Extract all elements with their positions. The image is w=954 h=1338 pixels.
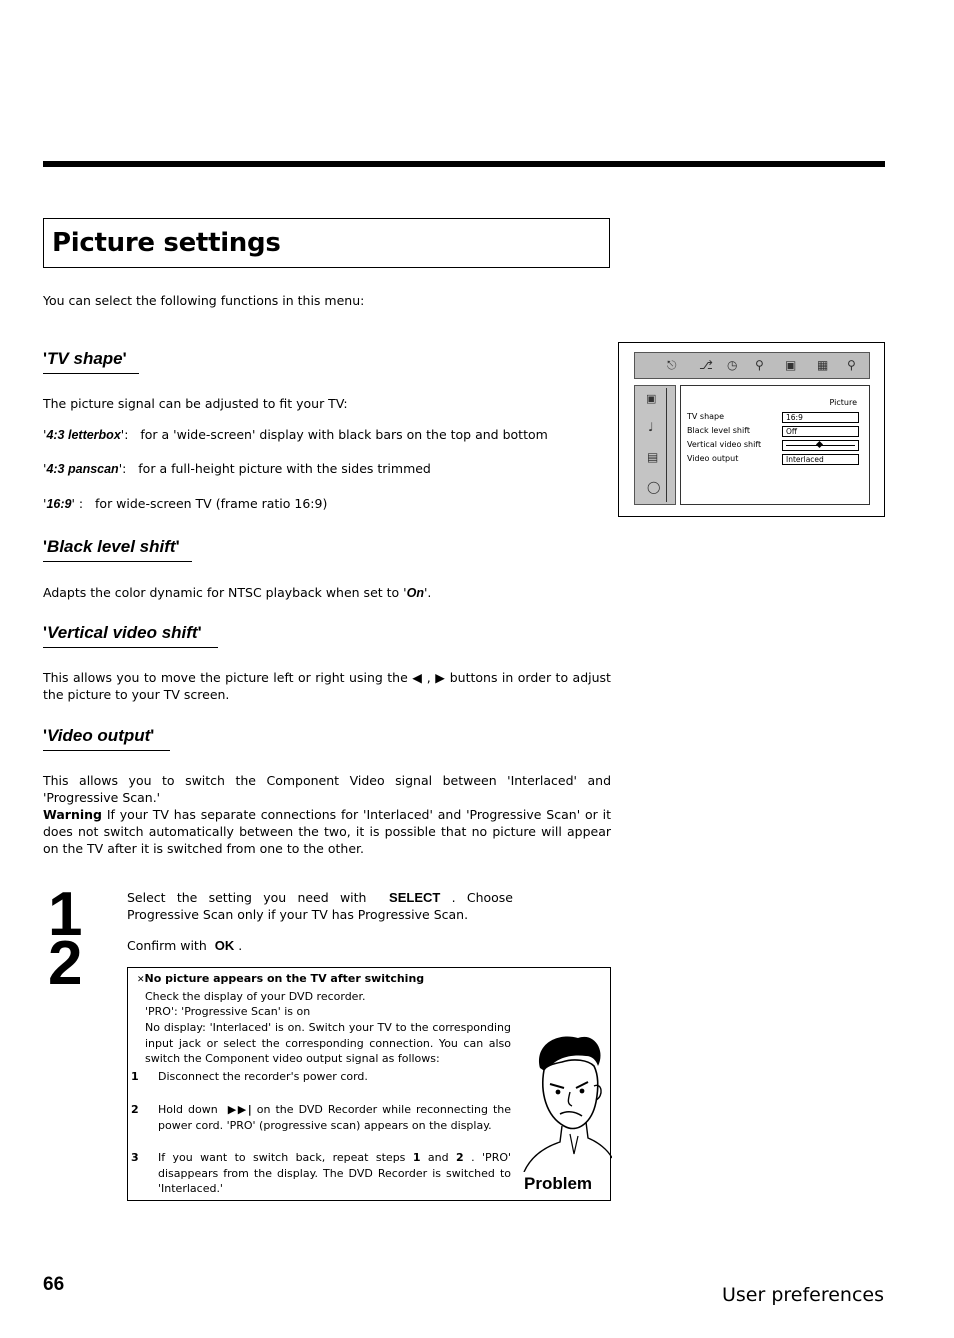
problem-item-3 xyxy=(158,1150,511,1197)
menu-top-bar xyxy=(634,352,870,379)
menu-row-label: Vertical video shift xyxy=(687,440,762,449)
tv-shape-option-169: '16:9' : for wide-screen TV (frame ratio 16:9) xyxy=(43,496,328,511)
shift-slider xyxy=(782,440,859,451)
warning-desc: If your TV has separate connections for 'Interlaced' and 'Progressive Scan' or it does not switch automatically between the two, it is possible that no picture will appear on the TV after it is switched from one to the other. xyxy=(43,807,611,856)
option-name: 16:9 xyxy=(46,497,72,511)
step-1-text xyxy=(127,889,513,923)
disc-icon: ◯ xyxy=(647,480,661,494)
black-level-heading-text: Black level shift xyxy=(47,537,176,556)
warning-text xyxy=(43,806,611,857)
desc-text: This allows you to move the picture left or right using the xyxy=(43,670,408,685)
menu-screenshot xyxy=(618,342,885,517)
menu-row-value: Interlaced xyxy=(782,454,859,465)
page-title: Picture settings xyxy=(52,228,281,258)
video-output-desc: This allows you to switch the Component Video signal between 'Interlaced' and 'Progressive Scan.' xyxy=(43,773,611,805)
item-text-2: on the DVD Recorder while reconnecting the power cord. 'PRO' (progressive scan) appears on the display. xyxy=(158,1103,512,1132)
option-desc: for a full-height picture with the sides trimmed xyxy=(138,461,431,476)
black-level-desc xyxy=(43,584,431,602)
scroll-line xyxy=(666,388,667,502)
problem-item-3-num: 3 xyxy=(131,1151,139,1164)
problem-line-3: No display: 'Interlaced' is on. Switch your TV to the corresponding input jack or select the corresponding connection. You can also switch the Component video output signal as follows: xyxy=(145,1021,511,1065)
step-ref-1: 1 xyxy=(412,1151,421,1164)
section-name: User preferences xyxy=(721,1284,884,1306)
title-box xyxy=(43,218,610,268)
tv-shape-option-panscan: '4:3 panscan': for a full-height picture with the sides trimmed xyxy=(43,461,431,476)
vertical-shift-underline xyxy=(43,647,218,648)
step-2-text xyxy=(127,937,242,954)
ok-button-label: OK xyxy=(214,938,235,953)
tools-icon: ⎇ xyxy=(699,358,713,372)
problem-title-text: No picture appears on the TV after switching xyxy=(144,972,425,985)
step-number-1: 1 xyxy=(48,880,83,949)
menu-row-label: Black level shift xyxy=(687,426,751,435)
video-output-heading: 'Video output' xyxy=(43,726,155,745)
problem-title xyxy=(137,971,424,989)
picture-icon: ▣ xyxy=(646,392,657,405)
menu-panel xyxy=(680,385,870,505)
step-ref-2: 2 xyxy=(456,1151,464,1164)
tv-shape-heading: 'TV shape' xyxy=(43,349,127,368)
desc-text: Adapts the color dynamic for NTSC playback when set to ' xyxy=(43,585,407,600)
problem-item-2-num: 2 xyxy=(131,1103,139,1116)
search-icon: ⚲ xyxy=(847,358,856,372)
clock-icon: ◷ xyxy=(727,358,738,372)
item-text: Hold down xyxy=(158,1103,218,1116)
menu-row-label: Video output xyxy=(687,454,739,463)
vertical-shift-heading: 'Vertical video shift' xyxy=(43,623,202,642)
problem-line-1: Check the display of your DVD recorder. xyxy=(145,990,366,1003)
vertical-shift-heading-text: Vertical video shift xyxy=(47,623,198,642)
option-name: 4:3 letterbox xyxy=(46,428,121,442)
video-output-heading-text: Video output xyxy=(47,726,151,745)
problem-item-1: Disconnect the recorder's power cord. xyxy=(158,1070,368,1083)
item-text-2: . 'PRO' disappears from the display. The DVD Recorder is switched to 'Interlaced.' xyxy=(158,1151,512,1195)
camera-icon: ▦ xyxy=(817,358,829,372)
on-value: On xyxy=(406,586,424,600)
menu-row-value: 16:9 xyxy=(782,412,859,423)
select-button-label: SELECT xyxy=(389,890,441,905)
video-output-underline xyxy=(43,750,170,751)
option-name: 4:3 panscan xyxy=(46,462,119,476)
page-number: 66 xyxy=(43,1274,65,1295)
lock-icon: ⚲ xyxy=(755,358,764,372)
warning-label: Warning xyxy=(43,807,102,822)
panel-title: Picture xyxy=(829,398,857,407)
top-rule xyxy=(43,161,885,167)
display-icon: ▣ xyxy=(785,358,797,372)
step-text-2: . Choose Progressive Scan only if your TV has Progressive Scan. xyxy=(127,890,513,922)
intro-text: You can select the following functions in this menu: xyxy=(43,293,365,308)
tv-shape-desc: The picture signal can be adjusted to fit your TV: xyxy=(43,396,348,411)
problem-item-1-num: 1 xyxy=(131,1070,139,1083)
slider-thumb xyxy=(816,441,823,448)
desc-text-2: buttons in order to adjust the picture to your TV screen. xyxy=(43,670,611,702)
step-text: Select the setting you need with xyxy=(127,890,367,905)
menu-row-label: TV shape xyxy=(687,412,725,421)
tv-shape-underline xyxy=(43,373,139,374)
item-text: If you want to switch back, repeat steps xyxy=(158,1151,406,1164)
sound-icon: ♩ xyxy=(648,420,654,434)
cross-icon: ✕ xyxy=(137,975,145,985)
antenna-icon: ⎋ xyxy=(667,358,677,372)
option-desc: for a 'wide-screen' display with black bars on the top and bottom xyxy=(140,427,548,442)
tv-shape-option-letterbox: '4:3 letterbox': for a 'wide-screen' display with black bars on the top and bottom xyxy=(43,427,548,442)
left-arrow-icon: ◀ xyxy=(412,670,423,685)
step-text-2: . xyxy=(238,938,243,953)
option-desc: for wide-screen TV (frame ratio 16:9) xyxy=(95,496,328,511)
menu-side-bar xyxy=(634,385,676,505)
problem-label: Problem xyxy=(524,1174,593,1193)
problem-box xyxy=(127,967,611,1201)
step-text: Confirm with xyxy=(127,938,207,953)
confused-man-illustration xyxy=(520,1030,612,1172)
tv-shape-heading-text: TV shape xyxy=(47,349,123,368)
language-icon: ▤ xyxy=(647,450,659,464)
next-skip-icon: ▶▶| xyxy=(227,1103,252,1116)
problem-item-2 xyxy=(158,1102,511,1133)
problem-line-2: 'PRO': 'Progressive Scan' is on xyxy=(145,1005,311,1018)
black-level-heading: 'Black level shift' xyxy=(43,537,180,556)
step-number-2: 2 xyxy=(48,929,83,998)
vertical-shift-desc: This allows you to move the picture left or right using the ◀ , ▶ buttons in order to adjust the picture to your TV screen. xyxy=(43,670,611,702)
desc-text-end: '. xyxy=(423,585,432,600)
item-text-and: and xyxy=(427,1151,449,1164)
menu-row-value: Off xyxy=(782,426,859,437)
right-arrow-icon: ▶ xyxy=(435,670,446,685)
black-level-underline xyxy=(43,561,192,562)
